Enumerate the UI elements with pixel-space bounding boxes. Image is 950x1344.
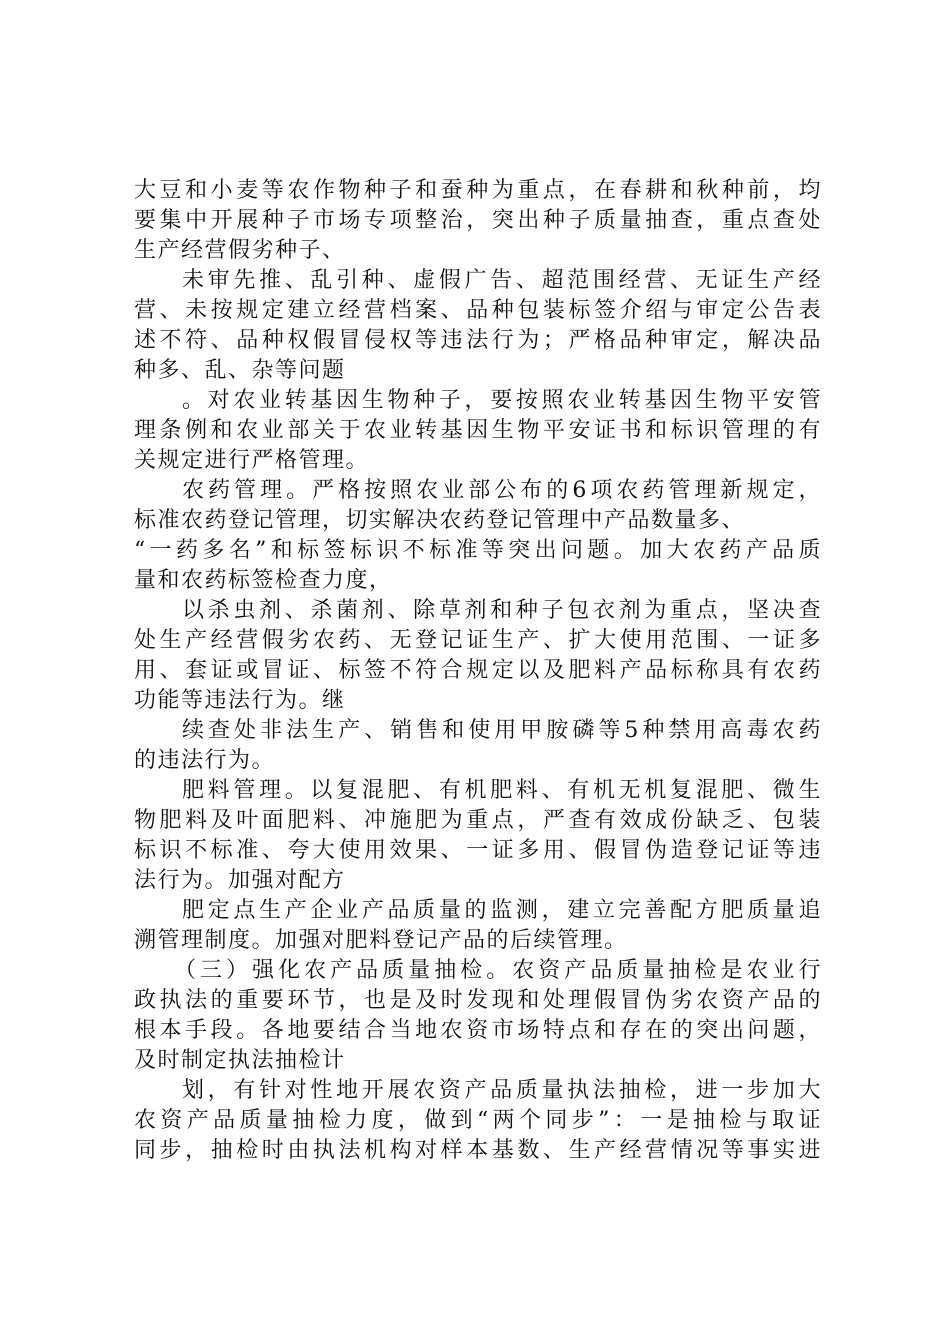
text-line: 未审先推、乱引种、虚假广告、超范围经营、无证生产经 xyxy=(182,268,822,293)
text-line: 政执法的重要环节，也是及时发现和处理假冒伪劣农资产品的 xyxy=(134,988,822,1013)
text-line: 同步，抽检时由执法机构对样本基数、生产经营情况等事实进 xyxy=(134,1138,822,1163)
text-line: 处生产经营假劣农药、无登记证生产、扩大使用范围、一证多 xyxy=(134,628,822,653)
text-line: 的违法行为。 xyxy=(134,748,276,773)
text-line: 大豆和小麦等农作物种子和蚕种为重点，在春耕和秋种前，均 xyxy=(134,178,822,203)
text-line: 续查处非法生产、销售和使用甲胺磷等5种禁用高毒农药 xyxy=(182,718,822,743)
text-line: 物肥料及叶面肥料、冲施肥为重点，严查有效成份缺乏、包装 xyxy=(134,808,822,833)
text-line: 功能等违法行为。继 xyxy=(134,688,346,713)
text-line: 溯管理制度。加强对肥料登记产品的后续管理。 xyxy=(134,928,628,953)
text-line: 肥料管理。以复混肥、有机肥料、有机无机复混肥、微生 xyxy=(182,778,822,803)
text-line: 标识不标准、夸大使用效果、一证多用、假冒伪造登记证等违 xyxy=(134,838,822,863)
text-line: 划，有针对性地开展农资产品质量执法抽检，进一步加大 xyxy=(182,1078,822,1103)
text-line: 肥定点生产企业产品质量的监测，建立完善配方肥质量追 xyxy=(182,898,822,923)
text-line: 标准农药登记管理，切实解决农药登记管理中产品数量多、 xyxy=(134,508,746,533)
text-line: 理条例和农业部关于农业转基因生物平安证书和标识管理的有 xyxy=(134,418,822,443)
text-line: 以杀虫剂、杀菌剂、除草剂和种子包衣剂为重点，坚决查 xyxy=(182,598,822,623)
text-line: “一药多名”和标签标识不标准等突出问题。加大农药产品质 xyxy=(134,538,822,563)
text-line: 农资产品质量抽检力度，做到“两个同步”：一是抽检与取证 xyxy=(134,1108,822,1133)
text-line: 量和农药标签检查力度， xyxy=(134,568,393,593)
text-line: 述不符、品种权假冒侵权等违法行为；严格品种审定，解决品 xyxy=(134,328,822,353)
text-line: （三）强化农产品质量抽检。农资产品质量抽检是农业行 xyxy=(174,958,822,983)
text-line: 关规定进行严格管理。 xyxy=(134,448,370,473)
document-body xyxy=(134,176,822,1166)
text-line: 营、未按规定建立经营档案、品种包装标签介绍与审定公告表 xyxy=(134,298,822,323)
text-line: 用、套证或冒证、标签不符合规定以及肥料产品标称具有农药 xyxy=(134,658,822,683)
text-line: 法行为。加强对配方 xyxy=(134,868,346,893)
text-line: 要集中开展种子市场专项整治，突出种子质量抽查，重点查处 xyxy=(134,208,822,233)
text-line: 根本手段。各地要结合当地农资市场特点和存在的突出问题， xyxy=(134,1018,822,1043)
text-line: 生产经营假劣种子、 xyxy=(134,238,346,263)
text-line: 农药管理。严格按照农业部公布的6项农药管理新规定， xyxy=(182,478,822,503)
text-line: 及时制定执法抽检计 xyxy=(134,1048,346,1073)
text-line: 种多、乱、杂等问题 xyxy=(134,358,346,383)
text-line: 。对农业转基因生物种子，要按照农业转基因生物平安管 xyxy=(182,388,822,413)
